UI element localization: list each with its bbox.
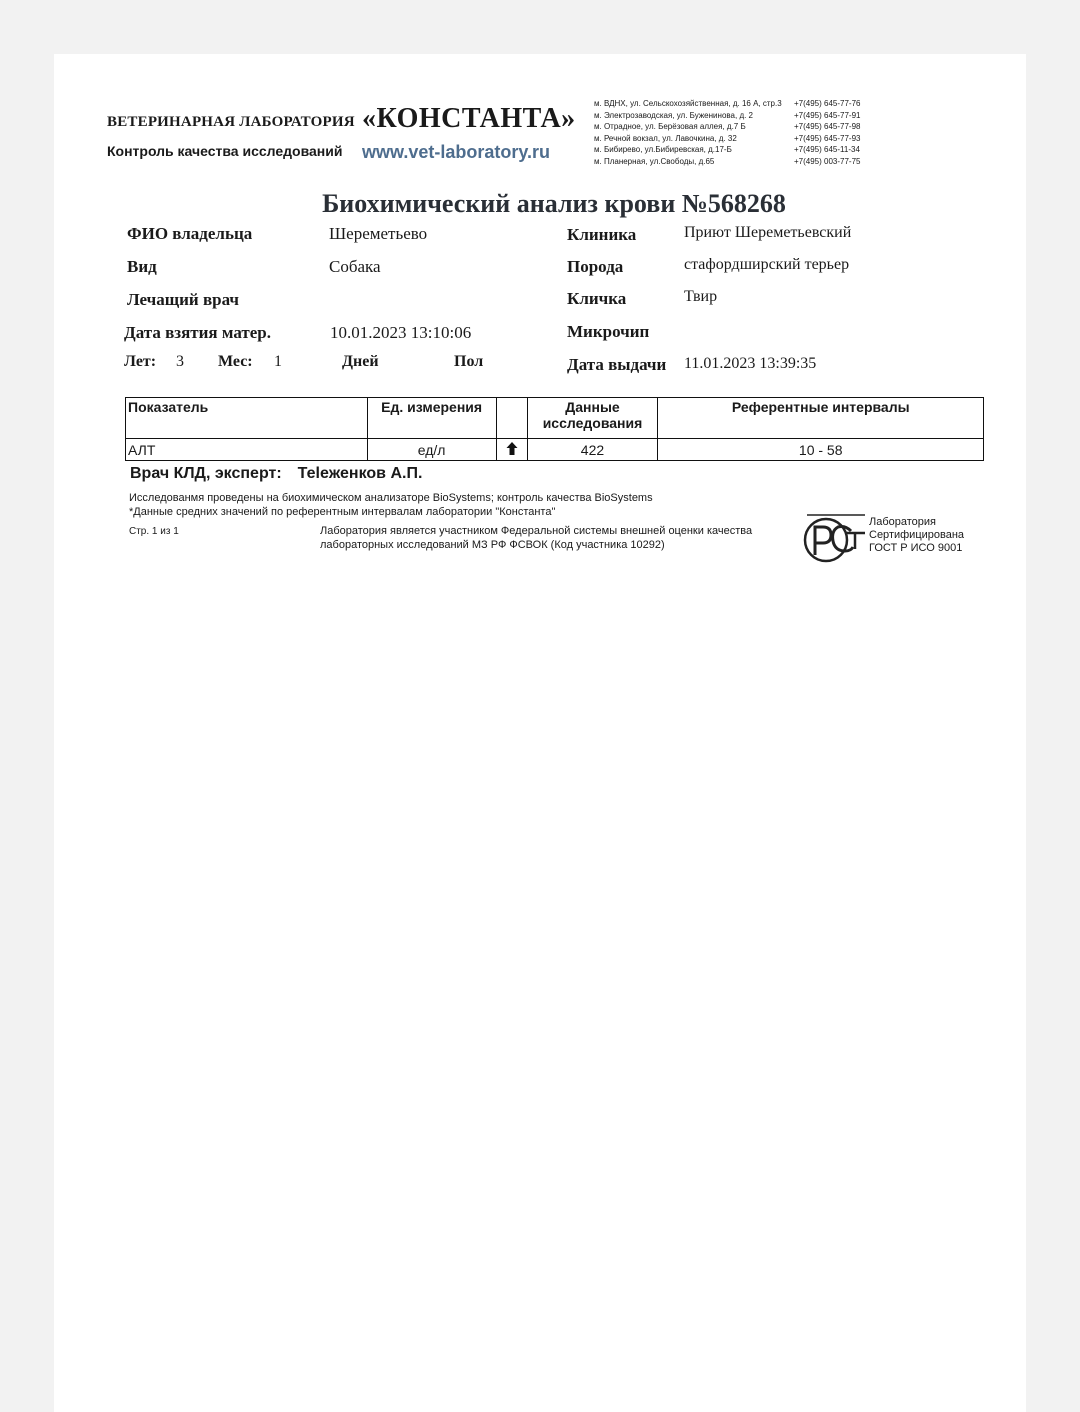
branch-phone: +7(495) 003-77-75 (794, 156, 861, 166)
flag-cell (496, 439, 527, 461)
branch-address: м. Бибирево, ул.Бибиревская, д.17-Б (594, 145, 732, 154)
lab-name: ВЕТЕРИНАРНАЯ ЛАБОРАТОРИЯ (107, 114, 355, 130)
branch-address: м. Электрозаводская, ул. Буженинова, д. 2 (594, 110, 754, 120)
column-header-flag (496, 398, 527, 439)
column-header-indicator: Показатель (126, 398, 368, 439)
species-label: Вид (127, 257, 157, 276)
owner-value: Шереметьево (329, 224, 428, 243)
column-header-reference: Референтные интервалы (658, 398, 984, 439)
branch-phone: +7(495) 645-11-34 (794, 145, 860, 154)
cert-line-1: Лаборатория (869, 516, 936, 528)
certification-seal-icon (801, 511, 867, 565)
document-title: Биохимический анализ крови №568268 (322, 189, 786, 218)
analyzer-note: Исследованмя проведены на биохимическом анализаторе BioSystems; контроль качества BioSystems (129, 492, 653, 504)
cert-line-3: ГОСТ Р ИСО 9001 (869, 542, 963, 554)
signing-doctor (130, 465, 422, 483)
column-header-result: Данные исследования (527, 398, 658, 439)
indicator-cell: АЛТ (126, 439, 368, 461)
website-link[interactable]: www.vet-laboratory.ru (362, 142, 551, 162)
branch-phone: +7(495) 645-77-93 (794, 133, 861, 143)
up-arrow-icon (505, 441, 519, 456)
branch-phone: +7(495) 645-77-91 (794, 110, 861, 120)
results-table (125, 397, 984, 461)
branch-item (594, 110, 874, 122)
years-value: 3 (176, 353, 184, 370)
branch-address: м. ВДНХ, ул. Сельскохозяйственная, д. 16 А, стр.3 (594, 99, 782, 108)
species-value: Собака (329, 257, 381, 276)
brand-name: «КОНСТАНТА» (362, 103, 576, 134)
issue-date-label: Дата выдачи (567, 355, 667, 374)
document-page (54, 54, 1026, 1412)
branch-phone: +7(495) 645-77-98 (794, 122, 861, 131)
months-label: Мес: (218, 353, 253, 370)
sex-label: Пол (454, 353, 484, 370)
signing-doctor-label: Врач КЛД, эксперт: (130, 465, 282, 482)
signing-doctor-name: Теleженков А.П. (297, 465, 423, 482)
unit-cell: ед/л (367, 439, 496, 461)
owner-label: ФИО владельца (127, 224, 253, 243)
days-label: Дней (342, 353, 379, 370)
nickname-value: Твир (684, 288, 718, 305)
fsvok-line-1: Лаборатория является участником Федеральной системы внешней оценки качества (320, 525, 753, 537)
result-cell: 422 (527, 439, 658, 461)
clinic-label: Клиника (567, 225, 637, 244)
branch-list (594, 98, 874, 167)
branch-address: м. Отрадное, ул. Берёзовая аллея, д.7 Б (594, 122, 746, 131)
branch-item (594, 121, 874, 133)
fsvok-line-2: лабораторных исследований МЗ РФ ФСВОК (Код участника 10292) (320, 539, 665, 551)
table-header-row (126, 398, 984, 439)
issue-date-value: 11.01.2023 13:39:35 (684, 355, 817, 372)
branch-item (594, 144, 874, 156)
branch-item (594, 156, 874, 168)
table-row (126, 439, 984, 461)
branch-phone: +7(495) 645-77-76 (794, 99, 861, 108)
certification-text (869, 516, 964, 555)
page-number: Стр. 1 из 1 (129, 526, 179, 537)
lab-subtitle: Контроль качества исследований (107, 143, 343, 159)
breed-value: стафордширский терьер (684, 256, 850, 273)
sample-date-label: Дата взятия матер. (124, 323, 271, 342)
years-label: Лет: (124, 353, 157, 370)
nickname-label: Кличка (567, 289, 627, 308)
fsvok-note (320, 524, 752, 552)
sample-date-value: 10.01.2023 13:10:06 (330, 323, 472, 342)
doctor-label: Лечащий врач (127, 290, 239, 309)
branch-item (594, 98, 874, 110)
reference-note: *Данные средних значений по референтным интервалам лаборатории "Константа" (129, 506, 556, 518)
branch-item (594, 133, 874, 145)
branch-address: м. Речной вокзал, ул. Лавочкина, д. 32 (594, 133, 737, 143)
reference-cell: 10 - 58 (658, 439, 984, 461)
cert-line-2: Сертифицирована (869, 529, 965, 541)
months-value: 1 (274, 353, 282, 370)
microchip-label: Микрочип (567, 322, 650, 341)
branch-address: м. Планерная, ул.Свободы, д.65 (594, 156, 715, 166)
breed-label: Порода (567, 257, 624, 276)
column-header-unit: Ед. измерения (367, 398, 496, 439)
clinic-value: Приют Шереметьевский (684, 224, 852, 241)
